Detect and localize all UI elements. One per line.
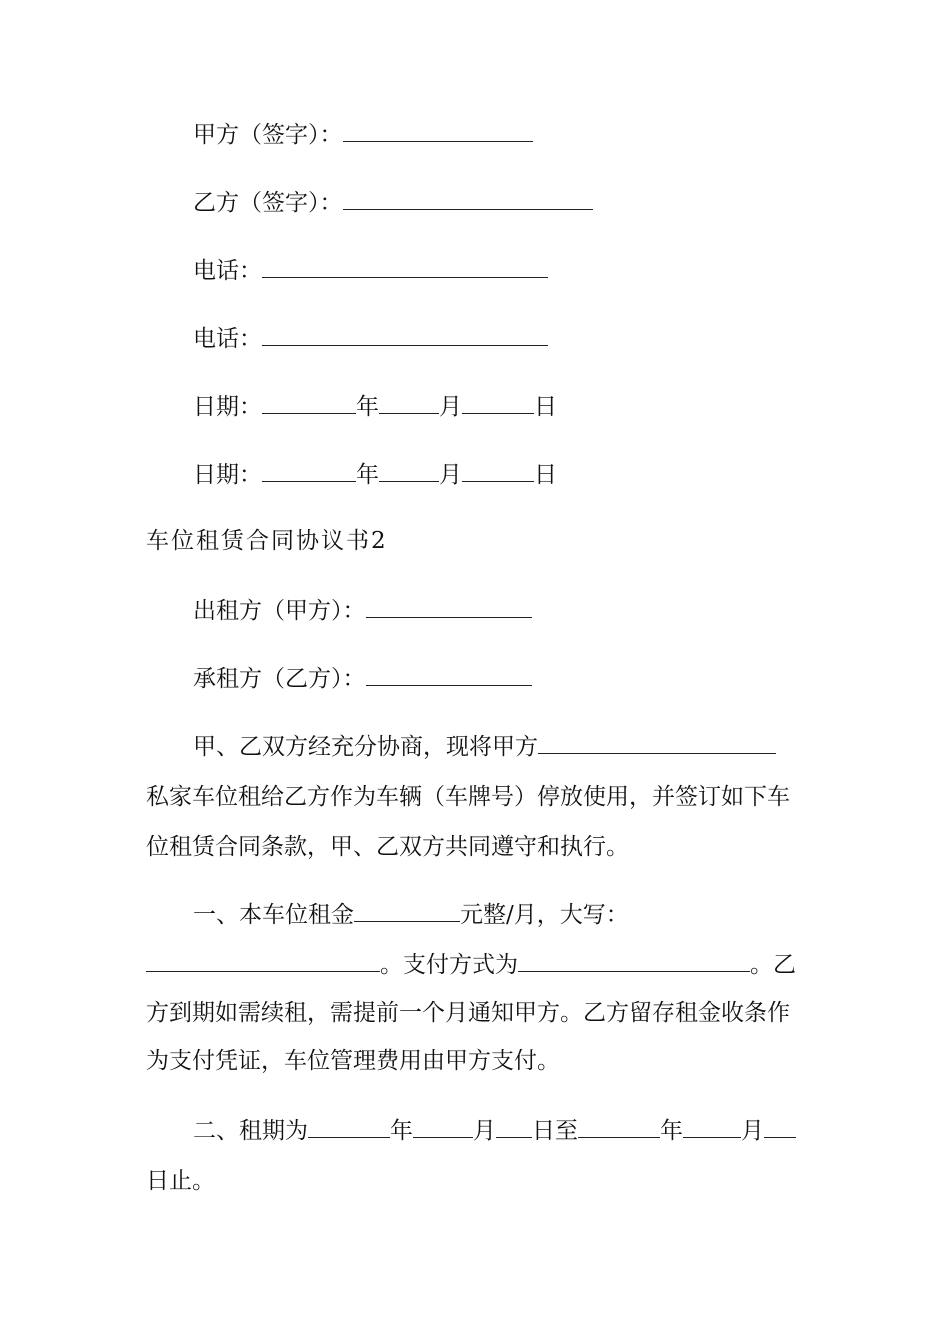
clause-1-line-2 bbox=[146, 950, 796, 980]
month-blank-1 bbox=[379, 393, 439, 414]
start-year-label: 年 bbox=[390, 1118, 413, 1144]
start-day-blank bbox=[496, 1117, 532, 1138]
lessee-blank bbox=[366, 665, 532, 686]
party-b-signature-line bbox=[193, 188, 593, 218]
phone-line-2 bbox=[193, 324, 548, 354]
rent-amount-blank bbox=[354, 901, 460, 922]
party-a-signature-line bbox=[193, 120, 533, 150]
phone-label-2: 电话： bbox=[193, 326, 262, 352]
phone-blank-2 bbox=[262, 325, 548, 346]
date-line-2 bbox=[193, 460, 557, 490]
clause-1-line-2-end: 。乙 bbox=[750, 952, 796, 978]
lessor-label: 出租方（甲方）： bbox=[193, 598, 366, 624]
end-day-blank bbox=[764, 1117, 796, 1138]
end-month-label: 月 bbox=[741, 1118, 764, 1144]
party-a-signature-blank bbox=[343, 121, 533, 142]
clause-1-line-1 bbox=[193, 900, 629, 930]
contract-2-title: 车位租赁合同协议书2 bbox=[146, 528, 388, 554]
rent-uppercase-blank bbox=[146, 951, 380, 972]
end-year-label: 年 bbox=[660, 1118, 683, 1144]
day-label-1: 日 bbox=[534, 394, 557, 420]
year-label-1: 年 bbox=[356, 394, 379, 420]
start-year-blank bbox=[308, 1117, 390, 1138]
date-line-1 bbox=[193, 392, 557, 422]
payment-method-label: 。支付方式为 bbox=[380, 952, 518, 978]
payment-method-blank bbox=[518, 951, 750, 972]
day-label-2: 日 bbox=[534, 462, 557, 488]
end-year-blank bbox=[578, 1117, 660, 1138]
day-blank-2 bbox=[462, 461, 534, 482]
phone-blank-1 bbox=[262, 257, 548, 278]
date-label-1: 日期： bbox=[193, 394, 262, 420]
start-month-blank bbox=[413, 1117, 473, 1138]
intro-line-3: 位租赁合同条款，甲、乙双方共同遵守和执行。 bbox=[146, 834, 629, 860]
month-blank-2 bbox=[379, 461, 439, 482]
party-b-signature-label: 乙方（签字）： bbox=[193, 190, 343, 216]
year-blank-1 bbox=[262, 393, 356, 414]
year-label-2: 年 bbox=[356, 462, 379, 488]
month-label-2: 月 bbox=[439, 462, 462, 488]
year-blank-2 bbox=[262, 461, 356, 482]
intro-line-1 bbox=[193, 732, 776, 762]
clause-1-line-4: 为支付凭证，车位管理费用由甲方支付。 bbox=[146, 1048, 560, 1074]
day-blank-1 bbox=[462, 393, 534, 414]
clause-2-line-1 bbox=[193, 1116, 796, 1146]
party-b-signature-blank bbox=[343, 189, 593, 210]
clause-1-rent-label: 一、本车位租金 bbox=[193, 902, 354, 928]
phone-label-1: 电话： bbox=[193, 258, 262, 284]
intro-text-1: 甲、乙双方经充分协商，现将甲方 bbox=[193, 734, 538, 760]
clause-1-uppercase-label: 元整/月，大写： bbox=[460, 902, 629, 928]
lessor-name-blank bbox=[538, 733, 776, 754]
lessee-label: 承租方（乙方）： bbox=[193, 666, 366, 692]
phone-line-1 bbox=[193, 256, 548, 286]
lessee-line bbox=[193, 664, 532, 694]
start-day-to-label: 日至 bbox=[532, 1118, 578, 1144]
end-month-blank bbox=[683, 1117, 741, 1138]
lessor-line bbox=[193, 596, 532, 626]
party-a-signature-label: 甲方（签字）： bbox=[193, 122, 343, 148]
clause-1-line-3: 方到期如需续租，需提前一个月通知甲方。乙方留存租金收条作 bbox=[146, 1000, 790, 1026]
month-label-1: 月 bbox=[439, 394, 462, 420]
intro-line-2: 私家车位租给乙方作为车辆（车牌号）停放使用，并签订如下车 bbox=[146, 784, 790, 810]
date-label-2: 日期： bbox=[193, 462, 262, 488]
start-month-label: 月 bbox=[473, 1118, 496, 1144]
term-label: 二、租期为 bbox=[193, 1118, 308, 1144]
lessor-blank bbox=[366, 597, 532, 618]
clause-2-line-2: 日止。 bbox=[146, 1168, 215, 1194]
